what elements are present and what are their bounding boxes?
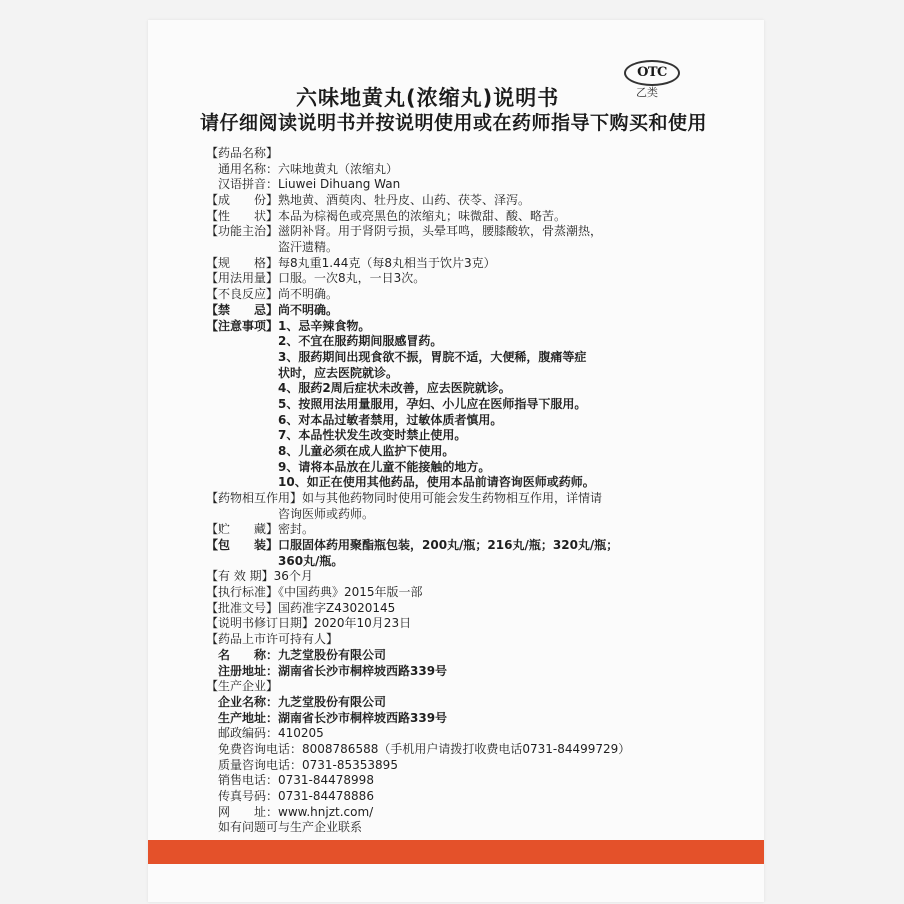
body-line: 6、对本品过敏者禁用，过敏体质者慎用。 <box>206 412 503 427</box>
body-line: 8、儿童必须在成人监护下使用。 <box>206 443 455 458</box>
body-line: 【说明书修订日期】2020年10月23日 <box>206 616 412 631</box>
body-line: 【药品上市许可持有人】 <box>206 632 339 647</box>
body-line: 【功能主治】滋阴补肾。用于肾阴亏损，头晕耳鸣，腰膝酸软，骨蒸潮热， <box>206 224 603 239</box>
body-line: 网 址：www.hnjzt.com/ <box>206 804 374 819</box>
body-line: 【贮 藏】密封。 <box>206 522 315 537</box>
body-line: 盗汗遗精。 <box>206 240 339 255</box>
body-line: 5、按照用法用量服用，孕妇、小儿应在医师指导下服用。 <box>206 396 587 411</box>
body-line: 【生产企业】 <box>206 679 279 694</box>
body-line: 4、服药2周后症状未改善，应去医院就诊。 <box>206 381 511 396</box>
body-line: 【有 效 期】36个月 <box>206 569 313 584</box>
body-line: 【成 份】熟地黄、酒萸肉、牡丹皮、山药、茯苓、泽泻。 <box>206 193 531 208</box>
body-line: 企业名称：九芝堂股份有限公司 <box>206 694 387 709</box>
body-line: 传真号码：0731-84478886 <box>206 788 374 803</box>
body-line: 如有问题可与生产企业联系 <box>206 820 363 835</box>
body-line: 名 称：九芝堂股份有限公司 <box>206 647 387 662</box>
body-line: 免费咨询电话：8008786588（手机用户请拨打收费电话0731-84499729） <box>206 741 631 756</box>
body-line: 2、不宜在服药期间服感冒药。 <box>206 334 443 349</box>
body-line: 咨询医师或药师。 <box>206 506 375 521</box>
body-line: 【药物相互作用】如与其他药物同时使用可能会发生药物相互作用，详情请 <box>206 491 603 505</box>
body-line: 9、请将本品放在儿童不能接触的地方。 <box>206 459 491 474</box>
document-title: 六味地黄丸(浓缩丸)说明书 <box>296 86 560 110</box>
body-line: 通用名称：六味地黄丸（浓缩丸） <box>206 161 399 176</box>
document-subtitle: 请仔细阅读说明书并按说明使用或在药师指导下购买和使用 <box>200 112 708 134</box>
body-line: 注册地址：湖南省长沙市桐梓坡西路339号 <box>206 663 448 678</box>
body-line: 【用法用量】口服。一次8丸，一日3次。 <box>206 271 426 286</box>
body-line: 10、如正在使用其他药品，使用本品前请咨询医师或药师。 <box>206 475 595 490</box>
body-line: 【不良反应】尚不明确。 <box>206 287 339 302</box>
body-line: 生产地址：湖南省长沙市桐梓坡西路339号 <box>206 710 448 725</box>
body-line: 7、本品性状发生改变时禁止使用。 <box>206 428 467 443</box>
body-line: 【药品名称】 <box>206 146 279 160</box>
body-line: 【注意事项】1、忌辛辣食物。 <box>206 318 371 333</box>
body-line: 【规 格】每8丸重1.44克（每8丸相当于饮片3克） <box>206 255 496 270</box>
body-line: 销售电话：0731-84478998 <box>206 773 374 788</box>
body-line: 质量咨询电话：0731-85353895 <box>206 757 398 772</box>
bottom-red-band <box>148 840 764 864</box>
body-line: 【执行标准】《中国药典》2015年版一部 <box>206 585 423 600</box>
body-line: 状时，应去医院就诊。 <box>206 365 399 380</box>
otc-category: 乙类 <box>636 86 658 99</box>
body-line: 3、服药期间出现食欲不振，胃脘不适，大便稀，腹痛等症 <box>206 349 587 364</box>
body-line: 360丸/瓶。 <box>206 553 344 568</box>
body-line: 【包 装】口服固体药用聚酯瓶包装，200丸/瓶；216丸/瓶；320丸/瓶； <box>206 538 619 553</box>
body-line: 邮政编码：410205 <box>206 726 324 741</box>
body-line: 【禁 忌】尚不明确。 <box>206 302 339 317</box>
otc-badge: OTC <box>624 60 680 86</box>
body-line: 【性 状】本品为棕褐色或亮黑色的浓缩丸；味微甜、酸、略苦。 <box>206 208 567 223</box>
body-line: 汉语拼音：Liuwei Dihuang Wan <box>206 177 401 192</box>
body-line: 【批准文号】国药准字Z43020145 <box>206 600 396 615</box>
